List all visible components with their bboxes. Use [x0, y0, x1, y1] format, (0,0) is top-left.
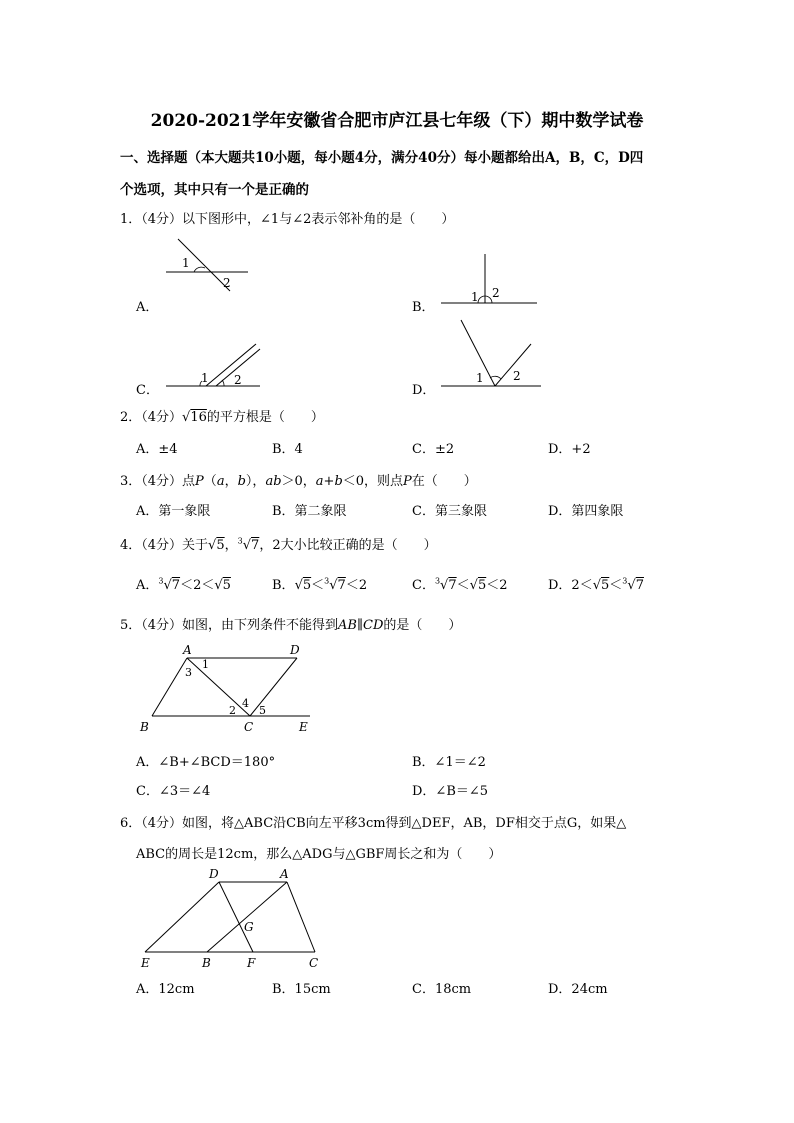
- question-2-stem: 2．（4分）√16的平方根是（ ）: [120, 410, 324, 425]
- q6-option-d[interactable]: D．24cm: [548, 982, 608, 997]
- q5-option-b[interactable]: B．∠1＝∠2: [412, 755, 486, 770]
- question-5-stem: 5．（4分）如图，由下列条件不能得到AB∥CD的是（ ）: [120, 618, 462, 633]
- q5-option-c[interactable]: C．∠3＝∠4: [136, 784, 211, 799]
- q5-angle-5: 5: [259, 704, 266, 717]
- q4-option-c[interactable]: C．$^3$√7＜√5＜2: [412, 576, 508, 593]
- sqrt-sign: √16: [182, 410, 207, 425]
- q3-option-c[interactable]: C．第三象限: [412, 504, 487, 519]
- q1-figure-b: [435, 252, 545, 312]
- q1a-angle-1: 1: [182, 256, 190, 270]
- page-title: 2020-2021学年安徽省合肥市庐江县七年级（下）期中数学试卷: [150, 111, 644, 131]
- q6-option-c[interactable]: C．18cm: [412, 982, 472, 997]
- q1-figure-d: [435, 316, 545, 392]
- q1a-angle-2: 2: [223, 276, 231, 290]
- q5-label-a: A: [183, 643, 192, 657]
- q5-label-e: E: [299, 720, 308, 734]
- q2-option-a[interactable]: A．±4: [136, 442, 178, 457]
- q6-figure: [135, 866, 335, 976]
- q2-option-b[interactable]: B．4: [272, 442, 303, 457]
- q6-label-e: E: [141, 956, 150, 970]
- question-6-stem-line1: 6．（4分）如图，将△ABC沿CB向左平移3cm得到△DEF，AB，DF相交于点G，如果△: [120, 816, 627, 831]
- q5-angle-1: 1: [202, 658, 209, 671]
- q6-label-g: G: [244, 920, 254, 934]
- q1-option-d-label: D．: [412, 383, 436, 398]
- q6-option-a[interactable]: A．12cm: [136, 982, 195, 997]
- q6-label-a: A: [280, 867, 289, 881]
- section-heading-line2: 个选项，其中只有一个是正确的: [120, 182, 309, 198]
- question-1-stem: 1．（4分）以下图形中，∠1与∠2表示邻补角的是（ ）: [120, 212, 455, 227]
- q1-figure-a: [160, 235, 260, 295]
- q4-option-b[interactable]: B．√5＜$^3$√7＜2: [272, 576, 368, 593]
- q3-option-a[interactable]: A．第一象限: [136, 504, 211, 519]
- q5-label-c: C: [244, 720, 254, 734]
- q4-option-d[interactable]: D．2＜√5＜$^3$√7: [548, 576, 644, 593]
- q1c-angle-1: 1: [201, 371, 209, 385]
- q2-option-d[interactable]: D．+2: [548, 442, 591, 457]
- q4-option-a[interactable]: A．$^3$√7＜2＜√5: [136, 576, 231, 593]
- q1b-angle-2: 2: [492, 286, 500, 300]
- q3-option-b[interactable]: B．第二象限: [272, 504, 347, 519]
- q1-option-b-label: B．: [412, 300, 435, 315]
- q1-option-c-label: C．: [136, 383, 159, 398]
- q5-angle-3: 3: [185, 666, 192, 679]
- q1b-angle-1: 1: [471, 290, 479, 304]
- q5-figure: [135, 640, 325, 740]
- question-6-stem-line2: ABC的周长是12cm，那么△ADG与△GBF周长之和为（ ）: [136, 847, 502, 862]
- q6-label-c: C: [309, 956, 319, 970]
- q5-angle-4: 4: [242, 697, 249, 710]
- q5-option-d[interactable]: D．∠B＝∠5: [412, 784, 489, 799]
- q3-option-d[interactable]: D．第四象限: [548, 504, 624, 519]
- q5-option-a[interactable]: A．∠B+∠BCD＝180°: [136, 755, 276, 770]
- q6-option-b[interactable]: B．15cm: [272, 982, 331, 997]
- q1c-angle-2: 2: [234, 373, 242, 387]
- q1-option-a-label: A．: [136, 300, 159, 315]
- section-heading-line1: 一、选择题（本大题共10小题，每小题4分，满分40分）每小题都给出A，B，C，D四: [120, 150, 644, 166]
- q5-angle-2: 2: [229, 704, 236, 717]
- q6-label-f: F: [247, 956, 256, 970]
- q1d-angle-2: 2: [513, 369, 521, 383]
- q6-label-d: D: [209, 867, 219, 881]
- question-3-stem: 3．（4分）点P（a，b），ab＞0，a+b＜0，则点P在（ ）: [120, 474, 477, 489]
- q1d-angle-1: 1: [476, 371, 484, 385]
- q2-option-c[interactable]: C．±2: [412, 442, 455, 457]
- question-4-stem: 4．（4分）关于√5，$^3$√7，2大小比较正确的是（ ）: [120, 536, 437, 553]
- q1-figure-c: [160, 340, 270, 396]
- q5-label-b: B: [140, 720, 149, 734]
- q5-label-d: D: [290, 643, 300, 657]
- q6-label-b: B: [202, 956, 211, 970]
